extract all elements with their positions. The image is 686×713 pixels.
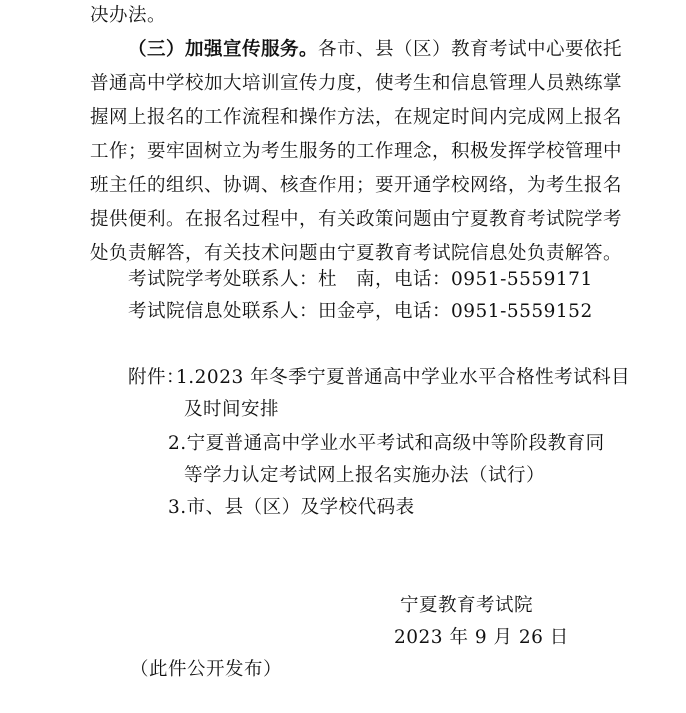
section-3-heading: （三）加强宣传服务。 — [128, 39, 319, 60]
signature-org: 宁夏教育考试院 — [400, 595, 534, 616]
paragraph-line: 握网上报名的工作流程和操作方法，在规定时间内完成网上报名 — [90, 107, 623, 128]
attachment-item-3: 3.市、县（区）及学校代码表 — [168, 497, 415, 518]
attachment-item-1: 1.2023 年冬季宁夏普通高中学业水平合格性考试科目 — [176, 367, 631, 388]
section-3-text: 各市、县（区）教育考试中心要依托 — [318, 39, 623, 60]
paragraph-line: 提供便利。在报名过程中，有关政策问题由宁夏教育考试院学考 — [90, 209, 623, 230]
paragraph-line: 工作；要牢固树立为考生服务的工作理念，积极发挥学校管理中 — [90, 141, 623, 162]
signature-date: 2023 年 9 月 26 日 — [394, 627, 569, 648]
attachment-item-1-cont: 及时间安排 — [184, 399, 280, 420]
contact-line: 考试院信息处联系人：田金亭，电话：0951-5559152 — [128, 301, 593, 322]
public-release-notice: （此件公开发布） — [130, 659, 283, 680]
text-line: 决办法。 — [90, 5, 167, 26]
attachment-item-2-cont: 等学力认定考试网上报名实施办法（试行） — [184, 465, 546, 486]
paragraph-line: 普通高中学校加大培训宣传力度，使考生和信息管理人员熟练掌 — [90, 73, 623, 94]
contact-line: 考试院学考处联系人：杜 南，电话：0951-5559171 — [128, 269, 593, 290]
section-3-first-line — [128, 38, 622, 62]
attachment-item-2: 2.宁夏普通高中学业水平考试和高级中等阶段教育同 — [168, 433, 605, 454]
paragraph-line: 处负责解答，有关技术问题由宁夏教育考试院信息处负责解答。 — [90, 243, 623, 264]
attachments-label: 附件： — [128, 367, 186, 388]
paragraph-line: 班主任的组织、协调、核查作用；要开通学校网络，为考生报名 — [90, 175, 623, 196]
